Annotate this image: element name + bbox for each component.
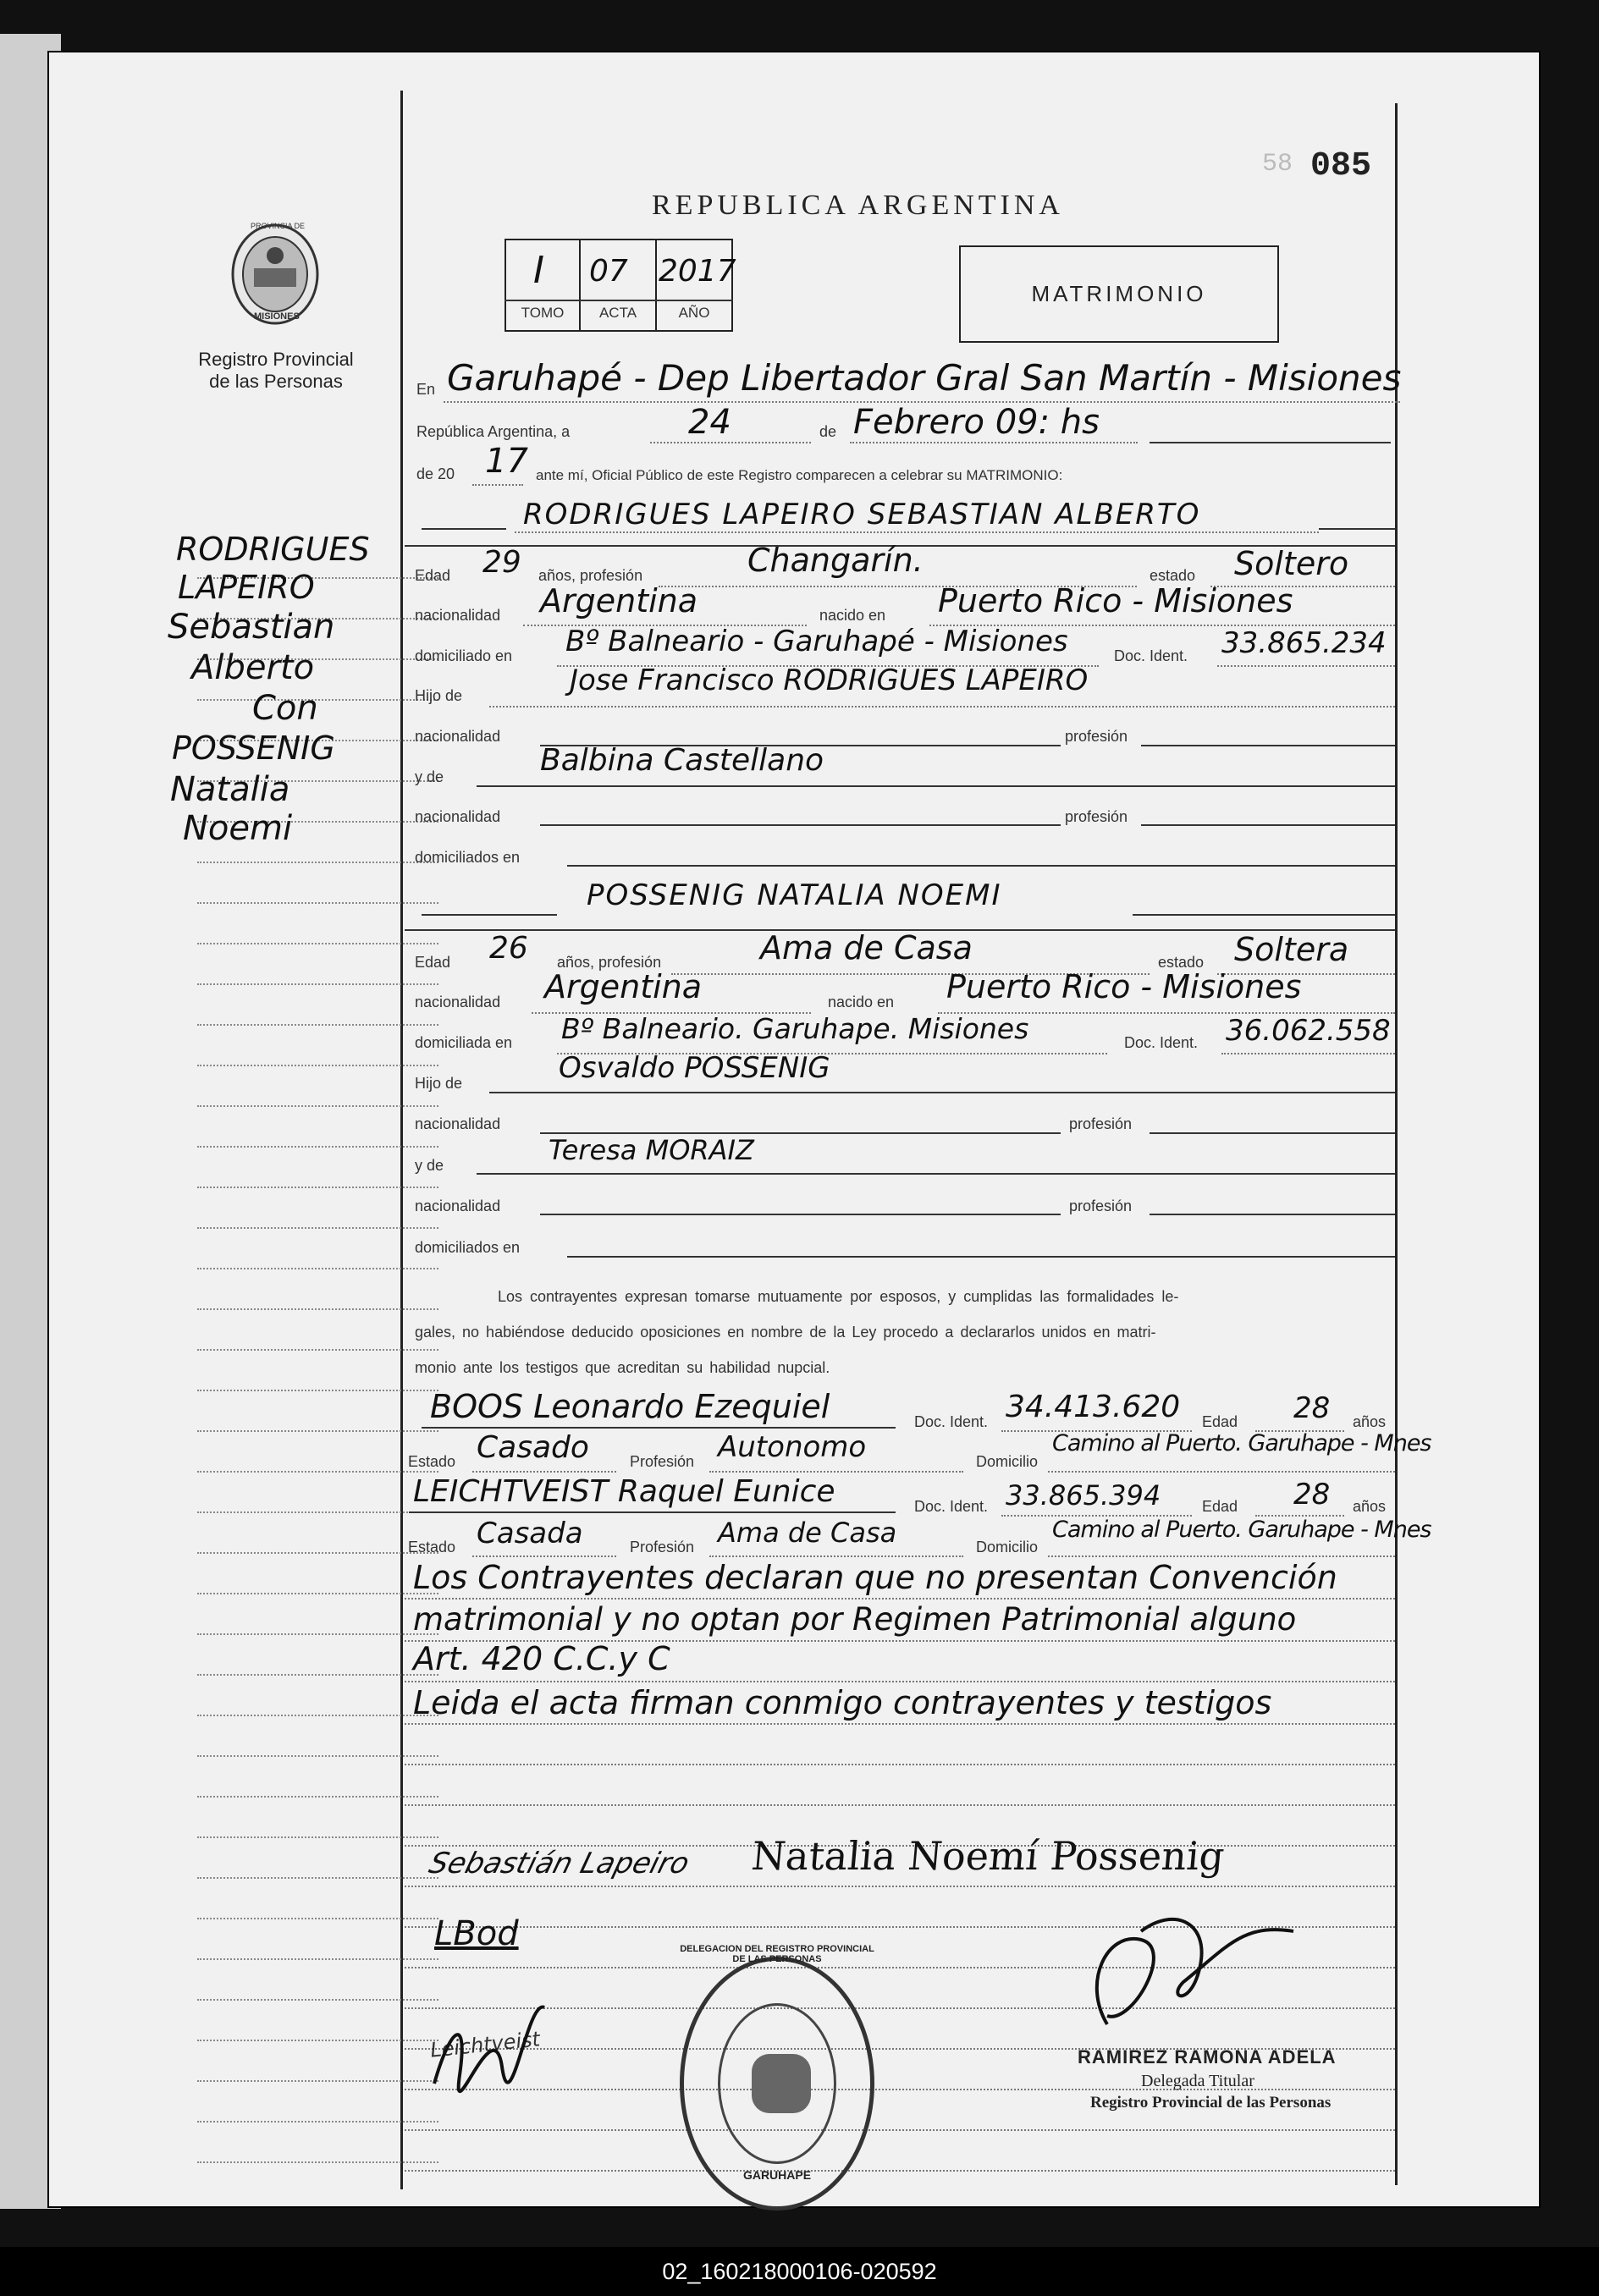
witness1-doc-label: Doc. Ident. <box>914 1413 989 1430</box>
groom-padre: Jose Francisco RODRIGUES LAPEIRO <box>570 663 1089 697</box>
witness2-name: LEICHTVEIST Raquel Eunice <box>413 1474 835 1509</box>
margin-note-line: Noemi <box>183 809 293 848</box>
bride-domicilio: Bº Balneario. Garuhape. Misiones <box>561 1012 1029 1045</box>
groom-domicilio-label: domiciliado en <box>415 647 513 664</box>
witness2-estado-label: Estado <box>408 1539 456 1555</box>
groom-padre-profesion-label: profesión <box>1065 728 1128 745</box>
witness1-edad-label: Edad <box>1202 1413 1238 1430</box>
witness1-domicilio: Camino al Puerto. Garuhape - Mnes <box>1052 1430 1431 1456</box>
groom-nacido-label: nacido en <box>819 607 886 624</box>
groom-hijo-label: Hijo de <box>415 687 463 704</box>
witness1-domicilio-label: Domicilio <box>976 1453 1039 1470</box>
witness2-profesion-label: Profesión <box>630 1539 695 1555</box>
emblem-text-bottom: MISIONES <box>254 311 300 322</box>
margin-note-line: RODRIGUES <box>176 531 370 568</box>
witness1-estado: Casado <box>477 1430 589 1465</box>
witness2-doc-label: Doc. Ident. <box>914 1498 989 1515</box>
margin-note-line: Sebastian <box>168 608 335 647</box>
tomo-label: TOMO <box>521 305 565 321</box>
year-suffix-value: 17 <box>485 442 528 481</box>
bride-hijo-label: Hijo de <box>415 1075 463 1092</box>
registry-office-line2: de las Personas <box>209 371 343 392</box>
note-line: Art. 420 C.C.y C <box>413 1640 670 1677</box>
official-office: Registro Provincial de las Personas <box>1090 2094 1332 2112</box>
witness2-domicilio-label: Domicilio <box>976 1539 1039 1555</box>
witness2-edad-label: Edad <box>1202 1498 1238 1515</box>
witness1-name: BOOS Leonardo Ezequiel <box>430 1388 830 1425</box>
groom-estado-label: estado <box>1150 567 1196 584</box>
witness2-estado: Casada <box>477 1517 583 1550</box>
bride-nacido: Puerto Rico - Misiones <box>946 968 1302 1005</box>
seal-text: DELEGACION DEL REGISTRO PROVINCIAL DE LAS PERSONAS <box>680 1944 874 1964</box>
official-title: Delegada Titular <box>1141 2072 1254 2090</box>
intro-statement: ante mí, Oficial Público de este Registro comparecen a celebrar su MATRIMONIO: <box>536 467 1063 483</box>
bride-estado-label: estado <box>1158 954 1205 971</box>
witness1-doc: 34.413.620 <box>1006 1390 1181 1424</box>
bride-profesion: Ama de Casa <box>760 929 973 966</box>
margin-note-line: Con <box>252 689 318 728</box>
bride-padre-nacionalidad-label: nacionalidad <box>415 1115 501 1132</box>
groom-edad-label: Edad <box>415 567 451 584</box>
bride-anios-profesion-label: años, profesión <box>557 954 662 971</box>
de-label: de <box>819 423 837 440</box>
page-number: 085 <box>1310 147 1372 185</box>
tomo-value: I <box>533 249 544 292</box>
bride-edad-label: Edad <box>415 954 451 971</box>
witness1-estado-label: Estado <box>408 1453 456 1470</box>
official-name: RAMIREZ RAMONA ADELA <box>1078 2046 1337 2068</box>
declaration-line: gales, no habiéndose deducido oposiciones en nombre de la Ley procedo a declararlos unidos en matri- <box>415 1324 1156 1341</box>
right-border <box>1395 103 1398 2185</box>
country-title: REPUBLICA ARGENTINA <box>652 190 1064 221</box>
groom-profesion: Changarín. <box>747 542 924 579</box>
emblem-text-top: PROVINCIA DE <box>251 222 306 230</box>
anio-value: 2017 <box>659 254 736 289</box>
groom-nacionalidad-label: nacionalidad <box>415 607 501 624</box>
groom-anios-profesion-label: años, profesión <box>538 567 643 584</box>
seal-place: GARUHAPE <box>742 2168 812 2182</box>
groom-estado: Soltero <box>1234 545 1349 582</box>
document-page <box>49 52 1539 2206</box>
place-value: Garuhapé - Dep Libertador Gral San Martín - Misiones <box>447 357 1402 399</box>
note-line: Los Contrayentes declaran que no presentan Convención <box>413 1559 1337 1596</box>
registry-office-line1: Registro Provincial <box>198 349 354 370</box>
groom-edad: 29 <box>482 545 521 580</box>
witness2-edad: 28 <box>1293 1478 1331 1511</box>
bride-madre-profesion-label: profesión <box>1069 1198 1133 1214</box>
bride-estado: Soltera <box>1234 931 1349 968</box>
margin-note-line: LAPEIRO <box>178 569 315 606</box>
day-value: 24 <box>688 403 731 442</box>
groom-padre-nacionalidad-label: nacionalidad <box>415 728 501 745</box>
margin-note-line: Alberto <box>191 648 315 687</box>
bride-doc-label: Doc. Ident. <box>1124 1034 1199 1051</box>
groom-name: RODRIGUES LAPEIRO SEBASTIAN ALBERTO <box>523 498 1201 531</box>
bride-domiciliados-label: domiciliados en <box>415 1239 521 1256</box>
witness1-signature: LBod <box>434 1914 519 1953</box>
groom-doc-label: Doc. Ident. <box>1114 647 1188 664</box>
bride-nacionalidad: Argentina <box>544 968 703 1005</box>
bride-madre-nacionalidad-label: nacionalidad <box>415 1198 501 1214</box>
official-signature <box>1073 1897 1310 2041</box>
bride-madre: Teresa MORAIZ <box>549 1134 754 1166</box>
groom-domicilio: Bº Balneario - Garuhapé - Misiones <box>565 625 1068 658</box>
bride-signature: Natalia Noemí Possenig <box>749 1833 1227 1879</box>
groom-domiciliados-label: domiciliados en <box>415 849 521 866</box>
margin-note-line: POSSENIG <box>172 730 335 767</box>
groom-doc: 33.865.234 <box>1221 626 1387 660</box>
groom-nacionalidad: Argentina <box>540 582 698 619</box>
de20-label: de 20 <box>416 465 455 482</box>
witness2-profesion: Ama de Casa <box>718 1517 897 1549</box>
declaration-line: monio ante los testigos que acreditan su habilidad nupcial. <box>415 1359 830 1376</box>
groom-madre-profesion-label: profesión <box>1065 808 1128 825</box>
acta-value: 07 <box>589 254 628 289</box>
anio-label: AÑO <box>678 305 710 321</box>
witness1-profesion-label: Profesión <box>630 1453 695 1470</box>
note-line: matrimonial y no optan por Regimen Patrimonial alguno <box>413 1601 1297 1638</box>
witness2-signature-mark <box>426 1990 553 2101</box>
witness1-edad: 28 <box>1293 1391 1331 1425</box>
republica-label: República Argentina, a <box>416 423 571 440</box>
margin-divider <box>400 91 403 2189</box>
bride-edad: 26 <box>489 931 528 966</box>
groom-nacido: Puerto Rico - Misiones <box>938 582 1293 619</box>
margin-note-line: Natalia <box>170 770 290 809</box>
declaration-line: Los contrayentes expresan tomarse mutuamente por esposos, y cumplidas las formalidades le- <box>498 1288 1179 1305</box>
image-identifier: 02_160218000106-020592 <box>0 2247 1599 2296</box>
witness1-anios-label: años <box>1353 1413 1387 1430</box>
bride-doc: 36.062.558 <box>1226 1014 1391 1048</box>
bride-padre-profesion-label: profesión <box>1069 1115 1133 1132</box>
witness1-profesion: Autonomo <box>718 1430 867 1464</box>
bride-nacido-label: nacido en <box>828 994 895 1010</box>
groom-madre-nacionalidad-label: nacionalidad <box>415 808 501 825</box>
month-time-value: Febrero 09: hs <box>853 403 1100 442</box>
bride-padre: Osvaldo POSSENIG <box>559 1051 830 1085</box>
groom-madre: Balbina Castellano <box>540 743 824 778</box>
groom-signature: Sebastián Lapeiro <box>425 1847 693 1880</box>
en-label: En <box>416 381 436 398</box>
witness2-signature: Leichtveist <box>428 2027 542 2062</box>
bride-yde-label: y de <box>415 1157 444 1174</box>
bride-nacionalidad-label: nacionalidad <box>415 994 501 1010</box>
note-line: Leida el acta firman conmigo contrayentes y testigos <box>413 1684 1272 1721</box>
bride-name: POSSENIG NATALIA NOEMI <box>587 878 1002 912</box>
record-type: MATRIMONIO <box>1031 281 1207 306</box>
page-number-faint: 58 <box>1262 150 1293 179</box>
witness2-doc: 33.865.394 <box>1006 1479 1161 1511</box>
groom-yde-label: y de <box>415 768 444 785</box>
witness2-anios-label: años <box>1353 1498 1387 1515</box>
witness2-domicilio: Camino al Puerto. Garuhape - Mnes <box>1052 1517 1431 1543</box>
acta-label: ACTA <box>598 305 637 321</box>
bride-domicilio-label: domiciliada en <box>415 1034 513 1051</box>
